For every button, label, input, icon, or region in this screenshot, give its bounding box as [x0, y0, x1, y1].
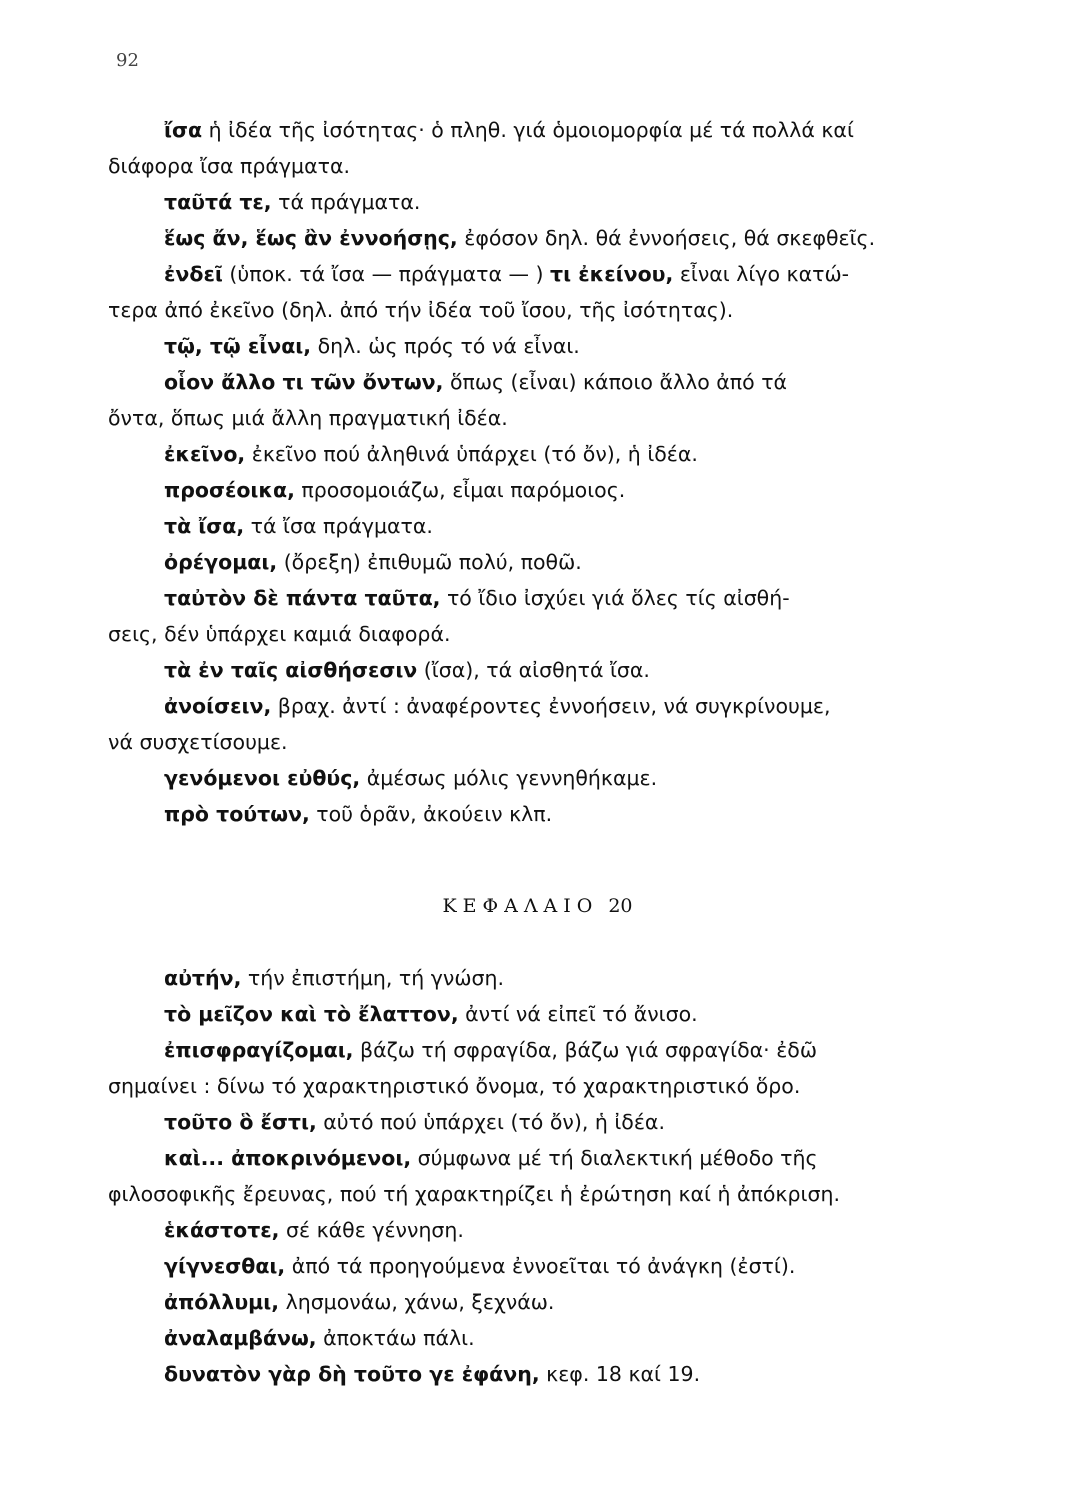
glossary-entry [108, 184, 968, 220]
glossary-entry [108, 1104, 968, 1140]
chapter-number: 20 [608, 895, 633, 917]
glossary-term: ἕως ἄν, ἕως ἂν ἐννοήσῃς, [164, 226, 458, 250]
glossary-entry [108, 1320, 968, 1356]
glossary-definition: σέ κάθε γέννηση. [279, 1218, 464, 1242]
glossary-section-1 [108, 112, 968, 832]
glossary-section-2 [108, 960, 968, 1392]
glossary-definition-continuation: φιλοσοφικῆς ἔρευνας, πού τή χαρακτηρίζει ἡ ἐρώτηση καί ἡ ἀπόκριση. [108, 1182, 840, 1206]
glossary-entry [108, 580, 968, 616]
glossary-term: τὸ μεῖζον καὶ τὸ ἔλαττον, [164, 1002, 459, 1026]
glossary-definition: ἐφόσον δηλ. θά ἐννοήσεις, θά σκεφθεῖς. [457, 226, 876, 250]
glossary-definition-continuation: τερα ἀπό ἐκεῖνο (δηλ. ἀπό τήν ἰδέα τοῦ ἴσου, τῆς ἰσότητας). [108, 298, 734, 322]
glossary-term: τι ἐκείνου, [550, 262, 674, 286]
glossary-term: ὀρέγομαι, [164, 550, 278, 574]
glossary-term: ταῦτά τε, [164, 190, 272, 214]
glossary-entry [108, 328, 968, 364]
chapter-title: ΚΕΦΑΛΑΙΟ [442, 895, 599, 917]
glossary-term: προσέοικα, [164, 478, 295, 502]
glossary-definition: αὐτό πού ὑπάρχει (τό ὄν), ἡ ἰδέα. [316, 1110, 665, 1134]
glossary-entry [108, 1248, 968, 1284]
glossary-entry [108, 996, 968, 1032]
glossary-definition: κεφ. 18 καί 19. [539, 1362, 701, 1386]
glossary-term: γενόμενοι εὐθύς, [164, 766, 361, 790]
glossary-entry [108, 1212, 968, 1248]
glossary-term: αὐτήν, [164, 966, 242, 990]
page-number: 92 [116, 50, 139, 71]
glossary-definition: εἶναι λίγο κατώ- [673, 262, 850, 286]
glossary-term: τὰ ἐν ταῖς αἰσθήσεσιν [164, 658, 418, 682]
glossary-definition-continuation: σημαίνει : δίνω τό χαρακτηριστικό ὄνομα, τό χαρακτηριστικό ὅρο. [108, 1074, 801, 1098]
glossary-term: ἀναλαμβάνω, [164, 1326, 317, 1350]
glossary-entry [108, 652, 968, 688]
glossary-definition: τήν ἐπιστήμη, τή γνώση. [241, 966, 505, 990]
glossary-entry [108, 760, 968, 796]
glossary-definition: προσομοιάζω, εἶμαι παρόμοιος. [294, 478, 626, 502]
glossary-entry [108, 796, 968, 832]
glossary-definition-continuation: σεις, δέν ὑπάρχει καμιά διαφορά. [108, 622, 451, 646]
glossary-definition: ἀμέσως μόλις γεννηθήκαμε. [360, 766, 658, 790]
glossary-entry [108, 508, 968, 544]
glossary-definition: δηλ. ὡς πρός τό νά εἶναι. [311, 334, 580, 358]
glossary-term: ἐπισφραγίζομαι, [164, 1038, 354, 1062]
glossary-entry [108, 472, 968, 508]
glossary-definition-continuation: ὄντα, ὅπως μιά ἄλλη πραγματική ἰδέα. [108, 406, 508, 430]
glossary-entry [108, 1356, 968, 1392]
glossary-term: γίγνεσθαι, [164, 1254, 286, 1278]
glossary-definition: (ἴσα), τά αἰσθητά ἴσα. [417, 658, 650, 682]
glossary-definition: τό ἴδιο ἰσχύει γιά ὅλες τίς αἰσθή- [440, 586, 790, 610]
glossary-term: οἷον ἄλλο τι τῶν ὄντων, [164, 370, 444, 394]
glossary-entry [108, 220, 968, 256]
glossary-definition-continuation: νά συσχετίσουμε. [108, 730, 288, 754]
glossary-definition: (ὄρεξη) ἐπιθυμῶ πολύ, ποθῶ. [277, 550, 582, 574]
glossary-entry [108, 256, 968, 292]
glossary-entry [108, 364, 968, 400]
glossary-term: τῷ, τῷ εἶναι, [164, 334, 312, 358]
glossary-definition-continuation: διάφορα ἴσα πράγματα. [108, 154, 350, 178]
glossary-term: καὶ... ἀποκρινόμενοι, [164, 1146, 412, 1170]
glossary-entry [108, 112, 968, 148]
glossary-term: πρὸ τούτων, [164, 802, 310, 826]
glossary-definition: ὅπως (εἶναι) κάποιο ἄλλο ἀπό τά [443, 370, 788, 394]
chapter-heading [0, 895, 1075, 917]
glossary-definition: ἀπό τά προηγούμενα ἐννοεῖται τό ἀνάγκη (ἐστί). [285, 1254, 796, 1278]
glossary-entry [108, 1140, 968, 1176]
glossary-term: ἐκεῖνο, [164, 442, 246, 466]
glossary-term: τοῦτο ὃ ἔστι, [164, 1110, 317, 1134]
glossary-entry [108, 960, 968, 996]
glossary-definition: (ὑποκ. τά ἴσα — πράγματα — ) [222, 262, 551, 286]
glossary-definition: ἡ ἰδέα τῆς ἰσότητας· ὁ πληθ. γιά ὁμοιομορφία μέ τά πολλά καί [202, 118, 854, 142]
glossary-entry [108, 1032, 968, 1068]
glossary-definition: βραχ. ἀντί : ἀναφέροντες ἐννοήσειν, νά συγκρίνουμε, [271, 694, 831, 718]
glossary-definition: λησμονάω, χάνω, ξεχνάω. [279, 1290, 555, 1314]
glossary-definition: τά ἴσα πράγματα. [244, 514, 433, 538]
glossary-entry [108, 436, 968, 472]
glossary-definition: ἐκεῖνο πού ἀληθινά ὑπάρχει (τό ὄν), ἡ ἰδέα. [245, 442, 698, 466]
glossary-term: ταὐτὸν δὲ πάντα ταῦτα, [164, 586, 441, 610]
glossary-term: ἑκάστοτε, [164, 1218, 280, 1242]
glossary-term: ἀπόλλυμι, [164, 1290, 280, 1314]
glossary-definition: βάζω τή σφραγίδα, βάζω γιά σφραγίδα· ἐδῶ [353, 1038, 817, 1062]
glossary-term: ἐνδεῖ [164, 262, 223, 286]
glossary-definition: ἀντί νά εἰπεῖ τό ἄνισο. [458, 1002, 698, 1026]
glossary-entry [108, 688, 968, 724]
glossary-term: ἀνοίσειν, [164, 694, 272, 718]
glossary-definition: σύμφωνα μέ τή διαλεκτική μέθοδο τῆς [411, 1146, 818, 1170]
glossary-definition: τοῦ ὁρᾶν, ἀκούειν κλπ. [309, 802, 553, 826]
glossary-term: δυνατὸν γὰρ δὴ τοῦτο γε ἐφάνη, [164, 1362, 540, 1386]
glossary-term: τὰ ἴσα, [164, 514, 245, 538]
glossary-entry [108, 544, 968, 580]
glossary-definition: ἀποκτάω πάλι. [316, 1326, 475, 1350]
glossary-entry [108, 1284, 968, 1320]
glossary-term: ἴσα [164, 118, 203, 142]
glossary-definition: τά πράγματα. [271, 190, 421, 214]
